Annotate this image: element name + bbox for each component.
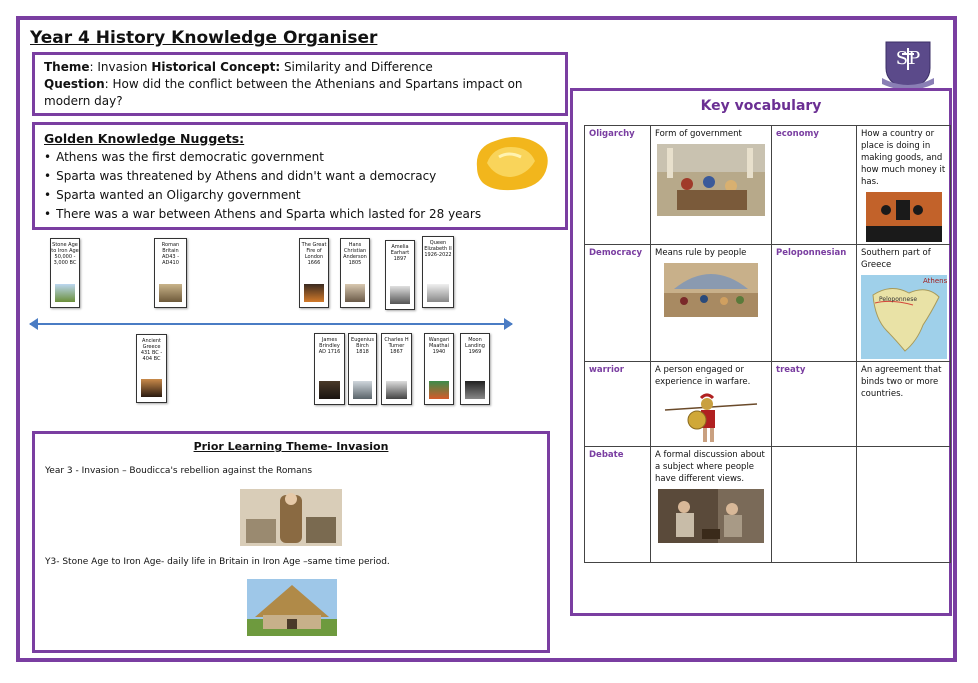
vocab-term: warrior — [585, 362, 651, 447]
vocab-definition-cell — [651, 245, 772, 362]
golden-nuggets-box — [32, 122, 568, 230]
table-row — [585, 362, 951, 447]
timeline-card-great-fire — [299, 238, 329, 308]
timeline-card-name: Queen Elizabeth II — [424, 240, 452, 252]
theme-value: : Invasion — [89, 60, 152, 74]
vocab-term: Peloponnesian — [772, 245, 857, 362]
timeline-card-picture — [159, 284, 182, 302]
timeline-card-name: Amelia Earhart — [390, 244, 410, 256]
timeline-card-picture — [304, 284, 324, 302]
prior-learning-title: Prior Learning Theme- Invasion — [193, 440, 389, 453]
spartan-warrior-image — [663, 392, 759, 444]
nugget-item: • Sparta wanted an Oligarchy government — [44, 186, 556, 205]
theme-box — [32, 52, 568, 116]
nugget-item: • There was a war between Athens and Sparta which lasted for 28 years — [44, 205, 556, 224]
vocab-term: Oligarchy — [585, 126, 651, 245]
vocab-definition: Southern part of Greece — [861, 248, 931, 270]
timeline-card-picture — [319, 381, 340, 399]
page-title: Year 4 History Knowledge Organiser — [30, 28, 378, 48]
timeline-card-date: AD 1716 — [318, 349, 341, 355]
timeline-card-date: 1818 — [356, 349, 369, 355]
timeline-card-date: 1867 — [390, 349, 403, 355]
vocab-definition: How a country or place is doing in making goods, and how much money it has. — [861, 129, 946, 187]
boudicca-image — [240, 489, 342, 546]
timeline-card-date: 1940 — [432, 349, 446, 355]
timeline-card-charles-h-turner — [381, 333, 412, 405]
timeline-card-picture — [465, 381, 485, 399]
vocab-definition-cell — [651, 447, 772, 563]
vocab-definition: Form of government — [655, 129, 742, 139]
vocab-term — [772, 447, 857, 563]
timeline-card-eugenius-birch — [348, 333, 377, 405]
iron-age-hut-image — [247, 579, 337, 636]
timeline-card-date: 50,000 - 3,000 BC — [53, 254, 77, 266]
timeline-card-roman-britain — [154, 238, 187, 308]
timeline-card-picture — [427, 284, 449, 302]
theme-line — [44, 59, 556, 76]
vocab-definition: Means rule by people — [655, 248, 747, 258]
timeline-card-picture — [55, 284, 75, 302]
democracy-painting-image — [664, 263, 758, 317]
timeline-card-picture — [353, 381, 372, 399]
nuggets-heading: Golden Knowledge Nuggets: — [44, 131, 245, 146]
timeline-card-moon-landing — [460, 333, 490, 405]
vocab-definition-cell — [857, 245, 951, 362]
key-vocabulary-title: Key vocabulary — [700, 98, 822, 114]
timeline-axis — [30, 323, 512, 325]
timeline-card-name: Charles H Turner — [384, 337, 409, 349]
prior-learning-line-1: Year 3 - Invasion – Boudicca's rebellion against the Romans — [45, 466, 313, 476]
vocab-definition: An agreement that binds two or more countries. — [857, 362, 951, 447]
debate-painting-image — [658, 489, 764, 543]
timeline-card-james-brindley — [314, 333, 345, 405]
concept-value: Similarity and Difference — [280, 60, 433, 74]
timeline-card-picture — [390, 286, 410, 304]
timeline-card-date: 431 BC - 404 BC — [140, 350, 163, 362]
vocab-term: Debate — [585, 447, 651, 563]
vocab-definition-cell — [651, 126, 772, 245]
timeline-arrow-right-icon — [504, 318, 513, 330]
question-label: Question — [44, 77, 105, 91]
vocab-definition — [857, 447, 951, 563]
svg-text:Athens: Athens — [923, 277, 947, 285]
vocab-definition: A formal discussion about a subject where people have different views. — [655, 450, 765, 484]
prior-learning-box — [32, 431, 550, 653]
timeline-card-hans-christian-anderson — [340, 238, 370, 308]
timeline-card-wangari-maathai — [424, 333, 454, 405]
vocab-term: Democracy — [585, 245, 651, 362]
key-vocabulary-box — [570, 88, 952, 616]
timeline-card-name: Roman Britain — [161, 242, 180, 254]
timeline-card-date: 1897 — [393, 256, 407, 262]
timeline-card-name: Moon Landing — [465, 337, 485, 349]
vocabulary-table — [584, 125, 951, 563]
vocab-definition-cell — [857, 126, 951, 245]
table-row — [585, 126, 951, 245]
vocab-definition: A person engaged or experience in warfare. — [655, 365, 751, 387]
prior-learning-line-2: Y3- Stone Age to Iron Age- daily life in Britain in Iron Age –same time period. — [45, 557, 390, 567]
timeline-card-date: AD43 - AD410 — [161, 254, 180, 266]
timeline-card-name: Wangari Maathai — [428, 337, 450, 349]
nugget-item: • Athens was the first democratic government — [44, 148, 556, 167]
timeline-card-stone-age — [50, 238, 80, 308]
svg-text:SP: SP — [895, 48, 921, 69]
table-row — [585, 245, 951, 362]
timeline-card-name: Ancient Greece — [142, 338, 161, 350]
school-logo — [882, 34, 934, 90]
concept-label: Historical Concept: — [151, 60, 281, 74]
timeline-card-name: Eugenius Birch — [351, 337, 374, 349]
timeline-card-picture — [429, 381, 449, 399]
timeline-card-name: Stone Age to Iron Age — [51, 242, 79, 254]
timeline-arrow-left-icon — [29, 318, 38, 330]
vocab-term: treaty — [772, 362, 857, 447]
timeline-card-ancient-greece — [136, 334, 167, 403]
timeline-card-picture — [141, 379, 162, 397]
question-line — [44, 76, 556, 110]
timeline-card-name: Hans Christian Anderson — [343, 242, 367, 260]
table-row — [585, 447, 951, 563]
peloponnese-map-image — [861, 275, 947, 359]
timeline-card-picture — [386, 381, 407, 399]
question-value: : How did the conflict between the Athenians and Spartans impact on modern day? — [44, 77, 523, 108]
timeline-card-date: 1926-2022 — [424, 252, 452, 258]
timeline-card-date: 1666 — [307, 260, 321, 266]
gold-nugget-image — [471, 133, 553, 195]
vocab-term: economy — [772, 126, 857, 245]
timeline-card-name: The Great Fire of London — [301, 242, 327, 260]
theme-label: Theme — [44, 60, 90, 74]
nugget-item: • Sparta was threatened by Athens and didn't want a democracy — [44, 167, 556, 186]
timeline-card-date: 1969 — [468, 349, 482, 355]
timeline-card-queen-elizabeth — [422, 236, 454, 308]
timeline-card-name: James Brindley — [319, 337, 340, 349]
oligarchy-painting-image — [657, 144, 765, 216]
svg-text:Peloponnese: Peloponnese — [879, 296, 918, 303]
timeline-card-date: 1805 — [348, 260, 362, 266]
vocab-definition-cell — [651, 362, 772, 447]
greek-vase-image — [866, 192, 942, 242]
timeline-card-amelia-earhart — [385, 240, 415, 310]
timeline-card-picture — [345, 284, 365, 302]
